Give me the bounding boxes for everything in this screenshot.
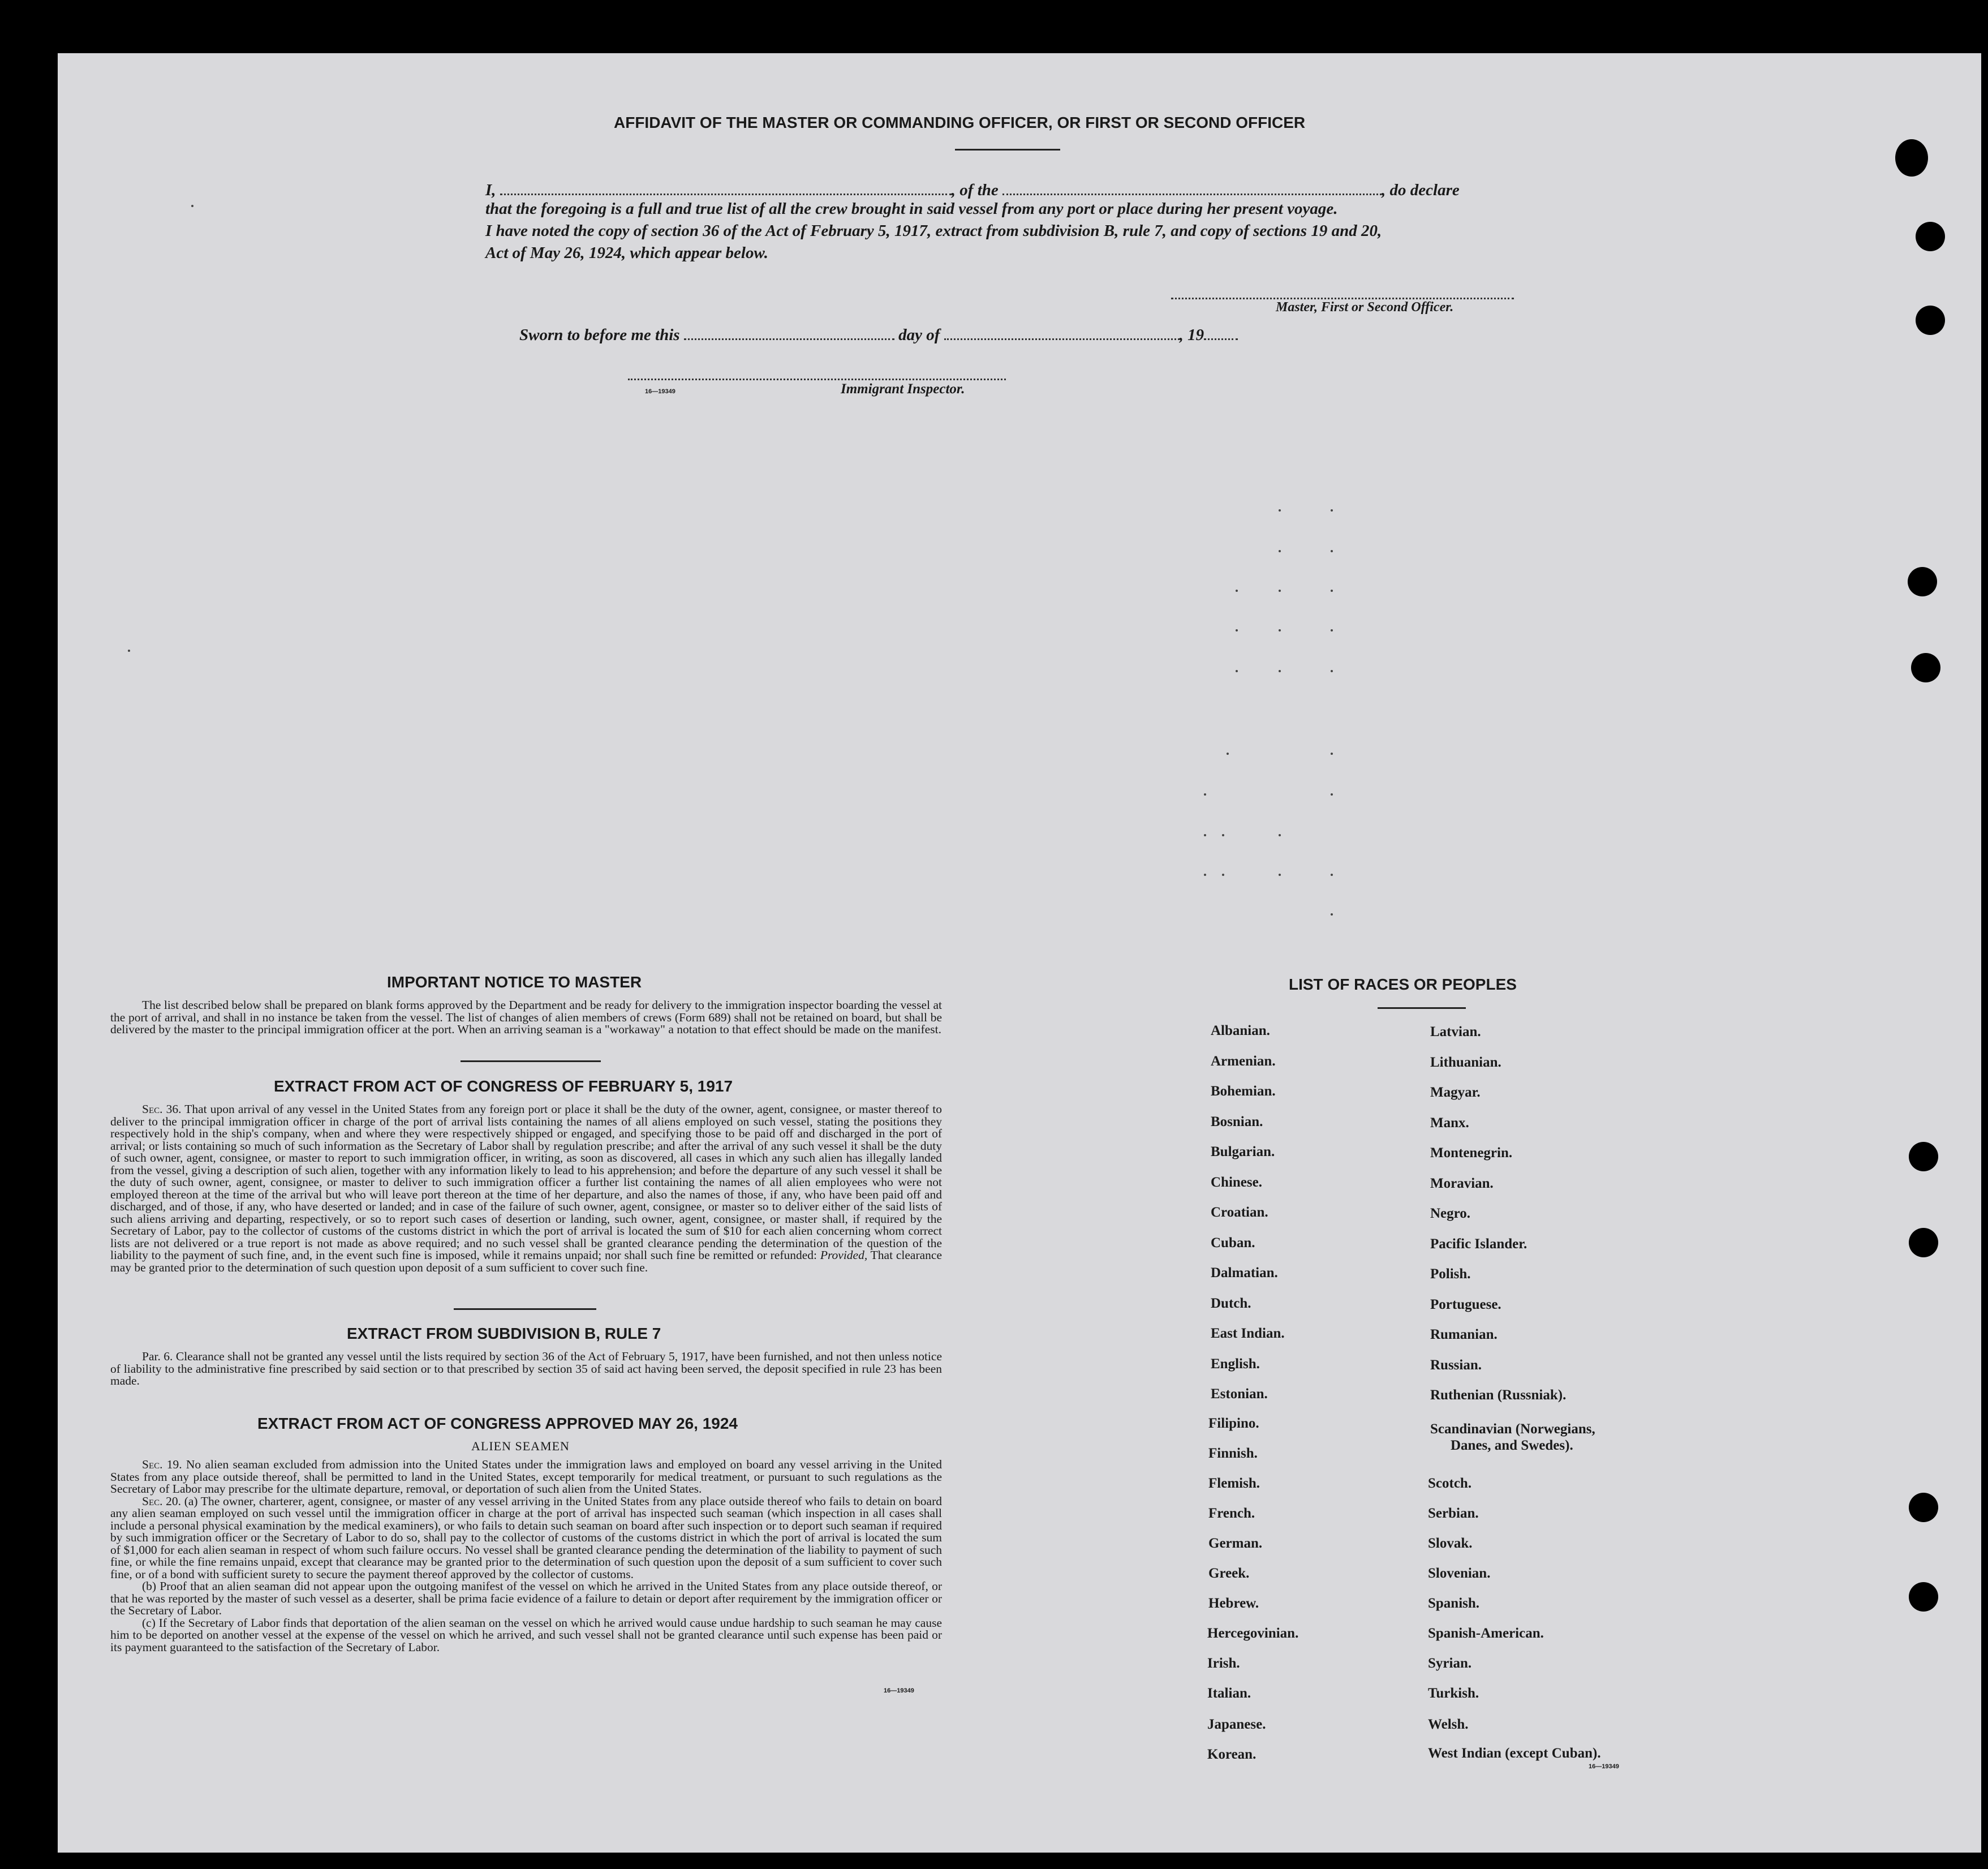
race-left: English. bbox=[1211, 1356, 1260, 1372]
speck bbox=[1236, 629, 1238, 631]
race-right: Syrian. bbox=[1428, 1656, 1472, 1671]
race-left: Japanese. bbox=[1207, 1717, 1266, 1732]
notice-text: The list described below shall be prepared on blank forms approved by the Department and be ready for delivery to the immigration inspector boarding the vessel at the port of arrival, and shall in no instance be taken from the vessel. The list of changes of alien members of crews (Form 689) shall not be retained on board, but shall be delivered by the master to the principal immigration officer at the port. When an arriving seaman is a "workaway" a notation to that effect should be made on the manifest. bbox=[110, 998, 942, 1036]
affidavit-declaration-line3: I have noted the copy of section 36 of the Act of February 5, 1917, extract from subdivision B, rule 7, and copy of sections 19 and 20, bbox=[485, 222, 1382, 240]
race-left: Albanian. bbox=[1211, 1023, 1270, 1038]
affidavit-declaration-line4: Act of May 26, 1924, which appear below. bbox=[485, 244, 768, 262]
race-left: French. bbox=[1208, 1506, 1255, 1521]
sworn-label: Sworn to before me this bbox=[519, 326, 680, 344]
binder-hole bbox=[1916, 306, 1945, 335]
speck bbox=[1279, 629, 1281, 631]
race-right: Scotch. bbox=[1428, 1476, 1472, 1491]
race-right: Spanish-American. bbox=[1428, 1626, 1544, 1641]
extract-1917-title: EXTRACT FROM ACT OF CONGRESS OF FEBRUARY 5, 1917 bbox=[274, 1077, 733, 1095]
sec20a-text: (a) The owner, charterer, agent, consignee, or master of any vessel arriving in the United States from any place outside thereof who fails to detain on board any alien seaman employed on such vessel until the immigration officer in charge at the port of arrival has inspected such seaman (which inspection in all cases shall include a personal physical examination by the medical examiners), or who fails to detain such seaman on board after such inspection or to deport such seaman if required by such immigration officer or the Secretary of Labor to do so, shall pay to the collector of customs of the customs district in which the port of arrival is located the sum of $1,000 for each alien seaman in respect of whom such failure occurs. No vessel shall be granted clearance pending the determination of the liability to payment of such fine, or while the fine remains unpaid, except that clearance may be granted prior to the determination of such question upon the deposit of a sum sufficient to cover such fine, or of a bond with sufficient surety to secure the payment thereof approved by the collector of customs. bbox=[110, 1494, 942, 1581]
race-right: Scandinavian (Norwegians, bbox=[1430, 1421, 1595, 1437]
race-left: German. bbox=[1208, 1536, 1263, 1551]
race-left: Cuban. bbox=[1211, 1235, 1255, 1251]
day-of-label: day of bbox=[898, 326, 940, 344]
proviso-text: That clearance may be granted prior to the determination of such question upon deposit of a sum sufficient to cover such fine. bbox=[110, 1248, 942, 1274]
master-signature-label: Master, First or Second Officer. bbox=[1276, 300, 1454, 315]
race-right: Magyar. bbox=[1430, 1085, 1481, 1100]
speck bbox=[1222, 874, 1224, 876]
binder-hole bbox=[1911, 653, 1940, 682]
speck bbox=[1279, 874, 1281, 876]
notice-text-block bbox=[110, 999, 942, 1036]
sec20-label: Sec. 20. bbox=[142, 1494, 182, 1508]
race-left: Dalmatian. bbox=[1211, 1265, 1278, 1281]
of-the-label: , of the bbox=[951, 181, 999, 199]
affidavit-title: AFFIDAVIT OF THE MASTER OR COMMANDING OFFICER, OR FIRST OR SECOND OFFICER bbox=[614, 114, 1306, 131]
race-right: Moravian. bbox=[1430, 1176, 1494, 1191]
race-left: Bohemian. bbox=[1211, 1084, 1276, 1099]
race-left: Flemish. bbox=[1208, 1476, 1260, 1491]
extract-1924-text-block bbox=[110, 1459, 942, 1653]
speck bbox=[1236, 590, 1238, 592]
affidavit-declaration-line2: that the foregoing is a full and true list of all the crew brought in said vessel from any port or place during her present voyage. bbox=[485, 200, 1338, 218]
sworn-line bbox=[519, 323, 1238, 345]
race-right: Latvian. bbox=[1430, 1024, 1481, 1039]
race-right: Polish. bbox=[1430, 1266, 1471, 1282]
binder-hole bbox=[1908, 567, 1937, 596]
speck bbox=[1222, 834, 1224, 836]
sworn-day-field[interactable] bbox=[684, 323, 894, 340]
speck bbox=[1279, 509, 1281, 512]
speck bbox=[191, 205, 193, 207]
races-title: LIST OF RACES OR PEOPLES bbox=[1289, 976, 1517, 993]
speck bbox=[1279, 590, 1281, 592]
speck bbox=[1331, 874, 1333, 876]
speck bbox=[1331, 629, 1333, 631]
do-declare-label: , do declare bbox=[1382, 181, 1460, 199]
officer-name-field[interactable] bbox=[500, 178, 952, 195]
speck bbox=[1279, 550, 1281, 552]
sec20c-text: (c) If the Secretary of Labor finds that deportation of the alien seaman on the vessel on which he arrived would cause undue hardship to such seaman he may cause him to be deported on another vessel at the expense of the vessel on which he arrived, and such vessel shall not be granted clearance until such expense has been paid or its payment guaranteed to the satisfaction of the Secretary of Labor. bbox=[110, 1615, 942, 1654]
races-rule bbox=[1378, 1007, 1466, 1009]
speck bbox=[1331, 753, 1333, 755]
speck bbox=[1331, 670, 1333, 672]
extract-rule7-text-block bbox=[110, 1351, 942, 1387]
race-right: Lithuanian. bbox=[1430, 1055, 1501, 1070]
race-right-continuation: Danes, and Swedes). bbox=[1451, 1438, 1573, 1453]
race-left: East Indian. bbox=[1211, 1326, 1285, 1341]
races-form-number: 16—19349 bbox=[1589, 1763, 1619, 1770]
affidavit-form-number: 16—19349 bbox=[645, 388, 675, 395]
speck bbox=[1227, 753, 1229, 755]
master-signature-field[interactable] bbox=[1171, 298, 1514, 299]
sec19-text: No alien seaman excluded from admission into the United States under the immigration laws and employed on board any vessel arriving in the United States from any place outside thereof, shall be permitted to land in the United States, except temporarily for medical treatment, or pursuant to such regulations as the Secretary of Labor may prescribe for the ultimate departure, removal, or deportation of such alien from the United States. bbox=[110, 1458, 942, 1496]
sworn-month-field[interactable] bbox=[944, 323, 1180, 340]
extract-form-number: 16—19349 bbox=[884, 1687, 914, 1694]
sec36-text: That upon arrival of any vessel in the United States from any foreign port or place it shall be the duty of the owner, agent, consignee, or master thereof to deliver to the principal immigration officer in charge of the port of arrival lists containing the names of all aliens employed on such vessel, stating the positions they respectively hold in the ship's company, when and where they were respectively shipped or engaged, and specifying those to be paid off and discharged in the port of arrival; or lists containing so much of such information as the Secretary of Labor shall by regulation prescribe; and after the arrival of any such vessel it shall be the duty of such owner, agent, consignee, or master to report to such immigration officer, in writing, as soon as discovered, all cases in which any such alien has illegally landed from the vessel, giving a description of such alien, together with any information likely to lead to his apprehension; and before the departure of any such vessel it shall be the duty of such owner, agent, consignee, or master to deliver to such immigration officer a further list containing the names of all alien employees who were not employed thereon at the time of the arrival but who will leave port thereon at the time of her departure, and also the names of those, if any, who have been paid off and discharged, and of those, if any, who have deserted or landed; and in case of the failure of such owner, agent, consignee, or master so to deliver either of the said lists of such aliens arriving and departing, respectively, or so to report such cases of desertion or landing, such owner, agent, consignee, or master shall, if required by the Secretary of Labor, pay to the collector of customs of the customs district in which the port of arrival is located the sum of $10 for each alien concerning whom correct lists are not delivered or a true report is not made as above required; and no such vessel shall be granted clearance pending the determination of the question of the liability to the payment of such fine, and, in the event such fine is imposed, while it remains unpaid; nor shall such fine be remitted or refunded: bbox=[110, 1102, 943, 1262]
race-right: Pacific Islander. bbox=[1430, 1236, 1527, 1252]
race-right: Turkish. bbox=[1428, 1686, 1479, 1701]
extract-1917-text-block bbox=[110, 1103, 942, 1274]
vessel-name-field[interactable] bbox=[1002, 178, 1382, 195]
race-right: Montenegrin. bbox=[1430, 1145, 1513, 1161]
extract-1917-rule bbox=[454, 1308, 596, 1310]
speck bbox=[1279, 834, 1281, 836]
binder-hole bbox=[1909, 1228, 1938, 1257]
race-right: Manx. bbox=[1430, 1115, 1469, 1131]
race-left: Bulgarian. bbox=[1211, 1144, 1275, 1159]
race-right: Slovenian. bbox=[1428, 1566, 1491, 1581]
race-left: Estonian. bbox=[1211, 1386, 1268, 1402]
race-left: Greek. bbox=[1208, 1566, 1250, 1581]
affidavit-declaration-line1 bbox=[485, 178, 1460, 200]
race-right: Rumanian. bbox=[1430, 1327, 1498, 1342]
speck bbox=[1331, 550, 1333, 552]
extract-1924-title: EXTRACT FROM ACT OF CONGRESS APPROVED MAY 26, 1924 bbox=[257, 1415, 738, 1432]
race-left: Dutch. bbox=[1211, 1296, 1251, 1311]
speck bbox=[1279, 670, 1281, 672]
race-left: Italian. bbox=[1207, 1686, 1251, 1701]
race-left: Irish. bbox=[1207, 1656, 1240, 1671]
i-label: I, bbox=[485, 181, 496, 199]
race-right: Portuguese. bbox=[1430, 1297, 1501, 1312]
speck bbox=[1331, 793, 1333, 796]
notice-rule bbox=[461, 1060, 601, 1062]
sworn-year-field[interactable] bbox=[1204, 323, 1238, 340]
race-right: Negro. bbox=[1430, 1206, 1471, 1221]
race-right: Serbian. bbox=[1428, 1506, 1479, 1521]
race-left: Finnish. bbox=[1208, 1446, 1258, 1461]
speck bbox=[1204, 834, 1206, 836]
sec19-label: Sec. 19. bbox=[142, 1458, 182, 1471]
race-right: Welsh. bbox=[1428, 1717, 1469, 1732]
year-label: , 19 bbox=[1179, 326, 1204, 344]
inspector-signature-field[interactable] bbox=[628, 379, 1006, 380]
race-right: Ruthenian (Russniak). bbox=[1430, 1387, 1567, 1403]
speck bbox=[1204, 793, 1206, 796]
race-left: Korean. bbox=[1207, 1747, 1257, 1762]
alien-seamen-subtitle: ALIEN SEAMEN bbox=[471, 1439, 570, 1453]
speck bbox=[1331, 509, 1333, 512]
rule7-text: Par. 6. Clearance shall not be granted any vessel until the lists required by section 36 of the Act of February 5, 1917, have been furnished, and not then unless notice of liability to the administrative fine prescribed by said section or to that prescribed by section 35 of said act having been served, the deposit specified in rule 23 has been made. bbox=[110, 1350, 942, 1387]
proviso-label: Provided, bbox=[820, 1248, 868, 1262]
speck bbox=[128, 650, 130, 652]
race-left: Armenian. bbox=[1211, 1054, 1276, 1069]
sec20b-text: (b) Proof that an alien seaman did not appear upon the outgoing manifest of the vessel on which he arrived in the United States from any place outside thereof, or that he was reported by the master of such vessel as a deserter, shall be prima facie evidence of a failure to detain or deport after requirement by the immigration officer or the Secretary of Labor. bbox=[110, 1579, 942, 1617]
binder-hole bbox=[1895, 139, 1928, 177]
sec36-label: Sec. 36. bbox=[142, 1102, 182, 1116]
inspector-label: Immigrant Inspector. bbox=[841, 381, 965, 397]
binder-hole bbox=[1909, 1142, 1938, 1171]
affidavit-title-rule bbox=[955, 149, 1060, 151]
binder-hole bbox=[1909, 1582, 1938, 1612]
race-left: Chinese. bbox=[1211, 1175, 1262, 1190]
speck bbox=[1331, 913, 1333, 916]
race-left: Croatian. bbox=[1211, 1205, 1268, 1220]
race-left: Hebrew. bbox=[1208, 1596, 1259, 1611]
race-left: Bosnian. bbox=[1211, 1114, 1263, 1129]
notice-title: IMPORTANT NOTICE TO MASTER bbox=[387, 973, 642, 991]
race-left: Hercegovinian. bbox=[1207, 1626, 1299, 1641]
speck bbox=[1236, 670, 1238, 672]
extract-rule7-title: EXTRACT FROM SUBDIVISION B, RULE 7 bbox=[347, 1325, 661, 1342]
race-right: Russian. bbox=[1430, 1357, 1482, 1373]
binder-hole bbox=[1916, 222, 1945, 251]
race-right: Slovak. bbox=[1428, 1536, 1473, 1551]
race-right: Spanish. bbox=[1428, 1596, 1480, 1611]
speck bbox=[1204, 874, 1206, 876]
speck bbox=[1331, 590, 1333, 592]
race-left: Filipino. bbox=[1208, 1416, 1259, 1431]
race-right: West Indian (except Cuban). bbox=[1428, 1746, 1601, 1761]
binder-hole bbox=[1909, 1493, 1938, 1522]
